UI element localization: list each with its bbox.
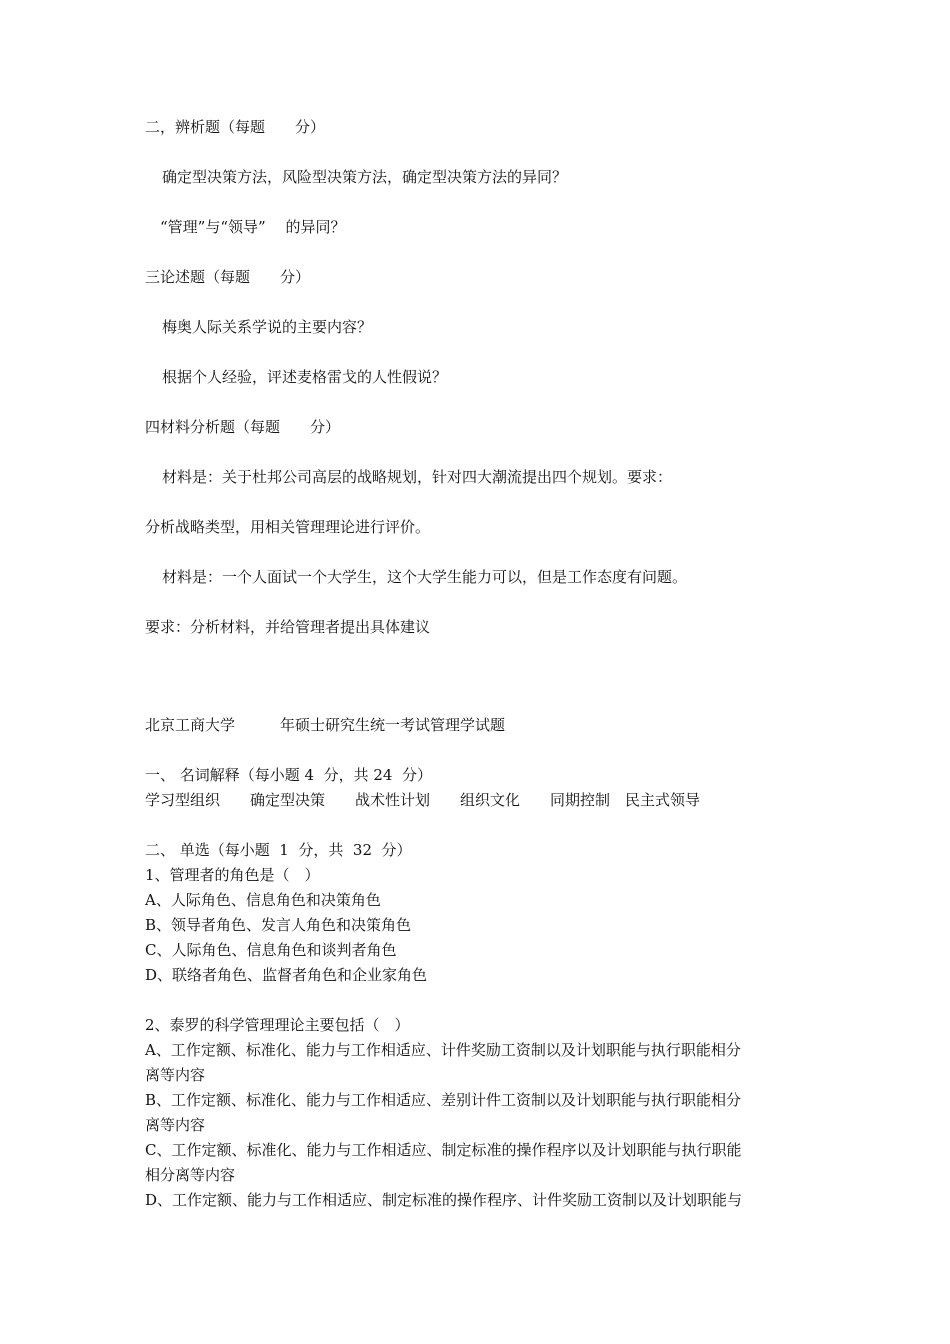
q2-option-b-line-1: B、工作定额、标准化、能力与工作相适应、差别计件工资制以及计划职能与执行职能相分 — [145, 1091, 742, 1109]
q1-option-d: D、联络者角色、监督者角色和企业家角色 — [145, 966, 428, 984]
terms-list: 学习型组织 确定型决策 战术性计划 组织文化 同期控制 民主式领导 — [145, 791, 701, 809]
material-1-line-2: 分析战略类型，用相关管理理论进行评价。 — [145, 518, 431, 536]
question-2-1: 确定型决策方法，风险型决策方法，确定型决策方法的异同？ — [162, 168, 568, 186]
q1-stem: 1、管理者的角色是（ ） — [145, 866, 320, 884]
material-2-line-2: 要求：分析材料，并给管理者提出具体建议 — [145, 618, 431, 636]
section-2-heading: 二，辨析题（每题 分） — [145, 118, 326, 136]
section-4-heading: 四材料分析题（每题 分） — [145, 418, 341, 436]
q1-option-b: B、领导者角色、发言人角色和决策角色 — [145, 916, 412, 934]
q1-option-c: C、人际角色、信息角色和谈判者角色 — [145, 941, 397, 959]
q2-stem: 2、泰罗的科学管理理论主要包括（ ） — [145, 1016, 410, 1034]
question-3-2: 根据个人经验，评述麦格雷戈的人性假说？ — [162, 368, 448, 386]
material-1-line-1: 材料是：关于杜邦公司高层的战略规划，针对四大潮流提出四个规划。要求： — [162, 468, 673, 486]
question-3-1: 梅奥人际关系学说的主要内容？ — [162, 318, 373, 336]
section-3-heading: 三论述题（每题 分） — [145, 268, 311, 286]
q2-option-d-line-1: D、工作定额、能力与工作相适应、制定标准的操作程序、计件奖励工资制以及计划职能与 — [145, 1191, 743, 1209]
section-1-heading: 一、 名词解释（每小题 4 分，共 24 分） — [145, 766, 433, 784]
q2-option-c-line-1: C、工作定额、标准化、能力与工作相适应、制定标准的操作程序以及计划职能与执行职能 — [145, 1141, 742, 1159]
q2-option-b-line-2: 离等内容 — [145, 1116, 206, 1134]
material-2-line-1: 材料是：一个人面试一个大学生，这个大学生能力可以，但是工作态度有问题。 — [162, 568, 688, 586]
q2-option-c-line-2: 相分离等内容 — [145, 1166, 236, 1184]
q2-option-a-line-2: 离等内容 — [145, 1066, 206, 1084]
q1-option-a: A、人际角色、信息角色和决策角色 — [145, 891, 381, 909]
q2-option-a-line-1: A、工作定额、标准化、能力与工作相适应、计件奖励工资制以及计划职能与执行职能相分 — [145, 1041, 741, 1059]
exam-title: 北京工商大学 年硕士研究生统一考试管理学试题 — [145, 716, 506, 734]
single-choice-heading: 二、 单选（每小题 1 分，共 32 分） — [145, 841, 412, 859]
question-2-2: “管理”与“领导” 的异同？ — [160, 218, 346, 236]
